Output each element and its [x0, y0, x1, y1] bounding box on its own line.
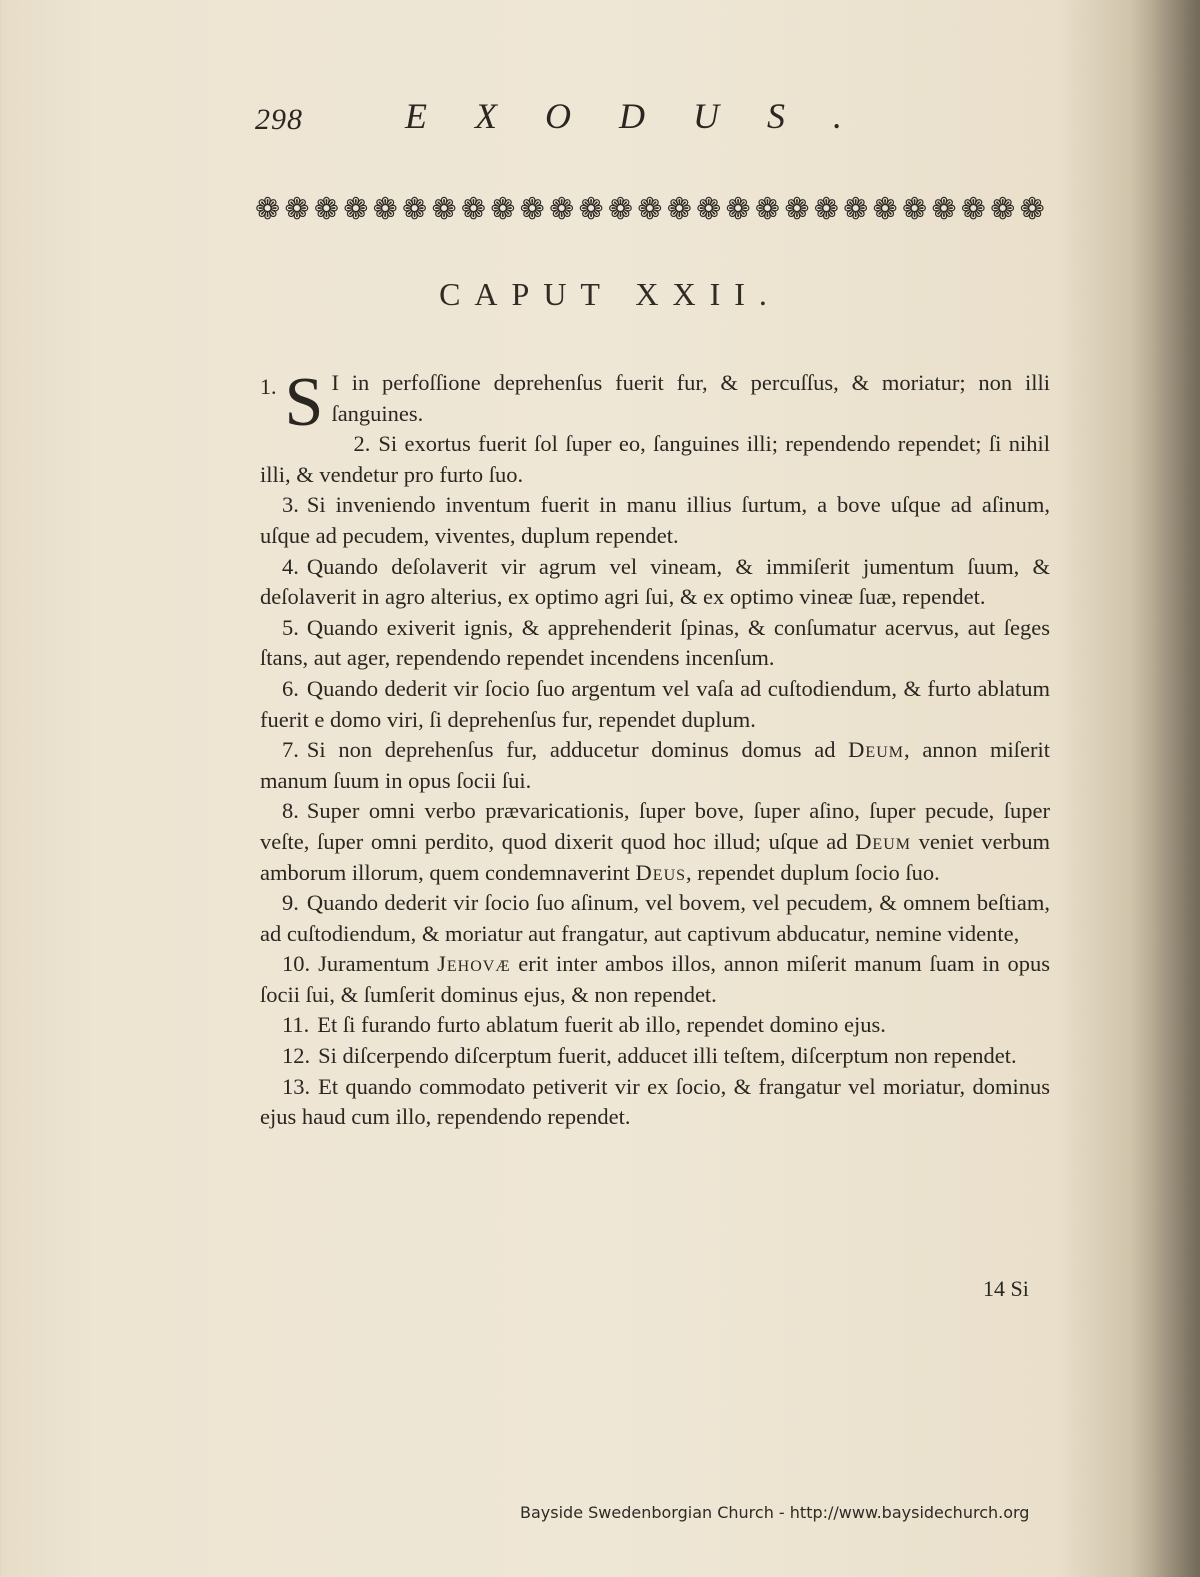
running-head: EXODUS. — [405, 96, 890, 136]
verse-text: Si diſcerpendo diſcerptum fuerit, adducet illi teſtem, diſcerptum non rependet. — [318, 1043, 1017, 1069]
verse-text: Et ſi furando furto ablatum fuerit ab illo, rependet domino ejus. — [317, 1012, 886, 1038]
verse-5 — [260, 613, 1050, 674]
flower-ornament-icon: ❁ — [931, 193, 957, 226]
divine-name: Jehovæ — [437, 951, 511, 977]
verse-text: Quando exiverit ignis, & apprehenderit ſpinas, & conſumatur acervus, aut ſeges ſtans, aut ager, rependendo rependet incendens incenſum. — [260, 614, 1050, 671]
flower-ornament-icon: ❁ — [872, 193, 898, 226]
page-edge-shadow — [1130, 0, 1200, 1577]
flower-ornament-icon: ❁ — [666, 193, 692, 226]
verse-number: 9. — [282, 890, 299, 916]
source-footer: Bayside Swedenborgian Church - http://www.baysidechurch.org — [520, 1503, 1030, 1522]
flower-ornament-icon: ❁ — [578, 193, 604, 226]
flower-ornament-icon: ❁ — [960, 193, 986, 226]
page-header — [255, 95, 1055, 145]
verse-number: 2. — [353, 431, 371, 457]
verse-number: 6. — [282, 675, 299, 701]
verse-number: 7. — [282, 737, 299, 763]
verse-text: Et quando commodato petiverit vir ex ſocio, & frangatur vel moriatur, dominus ejus haud cum illo, rependendo rependet. — [260, 1073, 1050, 1130]
flower-ornament-icon: ❁ — [549, 193, 575, 226]
flower-ornament-icon: ❁ — [519, 193, 545, 226]
flower-ornament-icon: ❁ — [754, 193, 781, 226]
verse-number: 3. — [282, 492, 299, 518]
verse-number: 1. — [260, 374, 277, 399]
verse-number: 12. — [282, 1043, 311, 1069]
page-number: 298 — [255, 103, 303, 136]
drop-cap: S — [284, 364, 324, 441]
catchword: 14 Si — [983, 1276, 1029, 1301]
flower-ornament-icon: ❁ — [255, 193, 281, 226]
flower-ornament-icon: ❁ — [990, 193, 1016, 226]
flower-ornament-icon: ❁ — [460, 193, 486, 226]
verse-13 — [260, 1072, 1050, 1133]
verse-text: Quando deſolaverit vir agrum vel vineam, & immiſerit jumentum ſuum, & deſolaverit in agro alterius, ex optimo agri ſui, & ex optimo vineæ ſuæ, rependet. — [260, 553, 1050, 610]
verse-number: 10. — [282, 951, 311, 977]
flower-ornament-icon: ❁ — [313, 193, 339, 226]
flower-ornament-icon: ❁ — [607, 193, 634, 226]
verse-10 — [260, 949, 1050, 1010]
verse-number: 4. — [282, 553, 299, 579]
verse-list — [260, 364, 1050, 1133]
verse-8 — [260, 796, 1050, 888]
chapter-title-wrapper — [0, 276, 1200, 313]
verse-text: Quando dederit vir ſocio ſuo aſinum, vel bovem, vel pecudem, & omnem beſtiam, ad cuſtodiendum, & moriatur aut frangatur, aut captivum abducatur, nemine vidente, — [260, 890, 1050, 946]
verse-text: veniet verbum amborum illorum, quem condemnaverint — [260, 828, 1050, 885]
flower-ornament-icon: ❁ — [784, 193, 810, 226]
flower-ornament-icon: ❁ — [372, 193, 398, 226]
verse-text: , annon miſerit manum ſuum in opus ſocii ſui. — [260, 737, 1050, 793]
divine-name: Deum — [848, 737, 904, 763]
flower-ornament-icon: ❁ — [696, 193, 722, 226]
flower-ornament-icon: ❁ — [813, 193, 839, 226]
flower-ornament-icon: ❁ — [343, 193, 369, 226]
verse-number: 5. — [282, 614, 299, 640]
verse-text: Super omni verbo prævaricationis, ſuper bove, ſuper aſino, ſuper pecude, ſuper veſte, ſuper omni perdito, quod dixerit quod hoc illud; uſque ad — [260, 798, 1050, 854]
verse-text: Juramentum — [318, 951, 438, 977]
verse-2 — [260, 429, 1050, 490]
flower-ornament-icon: ❁ — [901, 193, 928, 226]
verse-number: 11. — [282, 1012, 310, 1038]
verse-11 — [260, 1010, 1050, 1041]
flower-ornament-icon: ❁ — [431, 193, 457, 226]
verse-text: I in perfoſſione deprehenſus fuerit fur, & percuſſus, & moriatur; non illi ſanguines. — [331, 370, 1050, 426]
verse-text: erit inter ambos illos, annon miſerit manum ſuam in opus ſocii ſui, & ſumſerit dominus ejus, & non rependet. — [260, 951, 1050, 1007]
divine-name: Deus — [635, 859, 687, 885]
ornament-border — [255, 190, 1045, 230]
verse-1 — [260, 364, 1050, 441]
verse-12 — [260, 1041, 1050, 1072]
chapter-title: CAPUT XXII. — [439, 276, 781, 312]
flower-ornament-icon: ❁ — [1019, 193, 1045, 226]
verse-4 — [260, 552, 1050, 613]
verse-9 — [260, 888, 1050, 949]
verse-text: Si exortus fuerit ſol ſuper eo, ſanguines illi; rependendo rependet; ſi nihil illi, & vendetur pro furto ſuo. — [260, 431, 1050, 487]
verse-text: , rependet duplum ſocio ſuo. — [686, 859, 940, 885]
verse-3 — [260, 490, 1050, 551]
verse-text: Quando dederit vir ſocio ſuo argentum vel vaſa ad cuſtodiendum, & furto ablatum fuerit e domo viri, ſi deprehenſus fur, rependet duplum. — [260, 675, 1050, 732]
flower-ornament-icon: ❁ — [490, 193, 516, 226]
verse-7 — [260, 735, 1050, 796]
verse-text: Si non deprehenſus fur, adducetur dominus domus ad — [306, 737, 849, 763]
verse-6 — [260, 674, 1050, 735]
verse-text: Si inveniendo inventum fuerit in manu illius ſurtum, a bove uſque ad aſinum, uſque ad pecudem, viventes, duplum rependet. — [260, 492, 1050, 548]
divine-name: Deum — [855, 828, 911, 854]
flower-ornament-icon: ❁ — [402, 193, 428, 226]
flower-ornament-icon: ❁ — [637, 193, 663, 226]
flower-ornament-icon: ❁ — [725, 193, 751, 226]
flower-ornament-icon: ❁ — [284, 193, 310, 226]
verse-number: 13. — [282, 1073, 311, 1099]
flower-ornament-icon: ❁ — [843, 193, 869, 226]
verse-number: 8. — [282, 798, 299, 824]
